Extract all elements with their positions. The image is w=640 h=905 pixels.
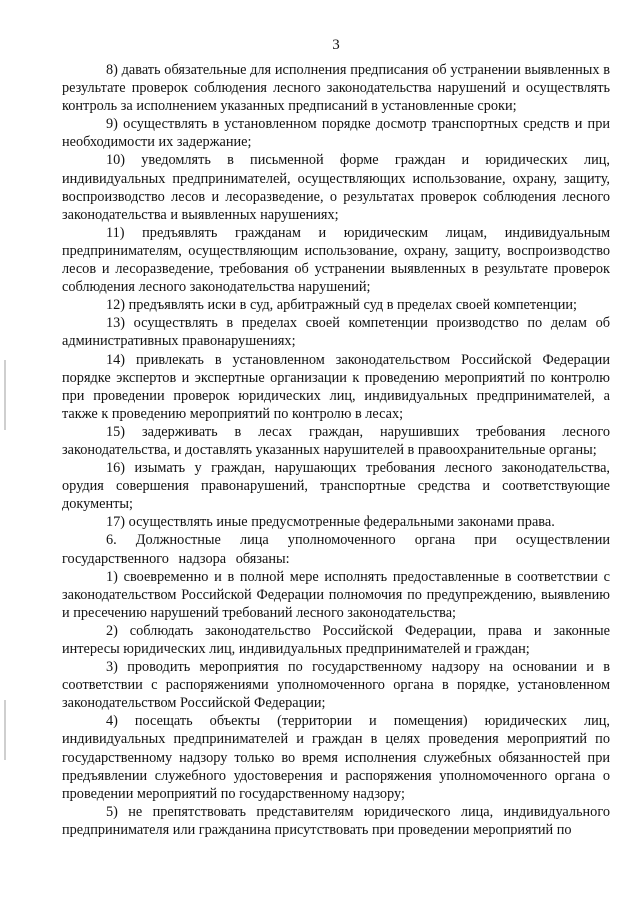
paragraph-item-12: 12) предъявлять иски в суд, арбитражный суд в пределах своей компетенции; [106,297,578,314]
paragraph-item-15: 15) задерживать в лесах граждан, нарушивших требования лесного законодательства, и доставлять указанных нарушителей в правоохранительные органы; [62,423,610,458]
paragraph-item-10: 10) уведомлять в письменной форме граждан и юридических лиц, индивидуальных предпринимателей, осуществляющих использование, охрану, защиту, воспроизводство лесов и лесоразведение, о результатах проверок соблюдения лесного законодательства и выявленных нарушениях; [62,152,610,223]
paragraph-item-11: 11) предъявлять гражданам и юридическим лицам, индивидуальным предпринимателям, осуществляющим использование, охрану, защиту, воспроизводство лесов и лесоразведение, требования об устранении выявленных в результате проверок соблюдения лесного законодательства нарушений; [62,224,610,296]
paragraph-item-8: 8) давать обязательные для исполнения предписания об устранении выявленных в результате проверок соблюдения лесного законодательства нарушений и осуществлять контроль за исполнением указанных предписаний в установленные сроки; [62,62,610,115]
scan-margin-mark [4,360,6,430]
duty-item-1: 1) своевременно и в полной мере исполнять предоставленные в соответствии с законодательством Российской Федерации полномочия по предупреждению, выявлению и пресечению нарушений требований лесного законодательства; [62,568,610,621]
section-6-heading: 6. Должностные лица уполномоченного органа при осуществлении государственного надзора обязаны: [62,532,610,567]
page-number: 3 [332,37,340,53]
paragraph-item-13: 13) осуществлять в пределах своей компетенции производство по делам об административных правонарушениях; [62,315,610,350]
duty-item-3: 3) проводить мероприятия по государственному надзору на основании и в соответствии с распоряжениями уполномоченного органа в порядке, установленном законодательством Российской Федерации; [62,659,610,712]
duty-item-2: 2) соблюдать законодательство Российской Федерации, права и законные интересы юридических лиц, индивидуальных предпринимателей и граждан; [62,622,610,657]
scan-margin-mark [4,700,6,760]
paragraph-item-16: 16) изымать у граждан, нарушающих требования лесного законодательства, орудия совершения правонарушений, транспортные средства и соответствующие документы; [62,460,610,513]
paragraph-item-9: 9) осуществлять в установленном порядке досмотр транспортных средств и при необходимости их задержание; [62,116,610,151]
duty-item-4: 4) посещать объекты (территории и помещения) юридических лиц, индивидуальных предпринимателей и граждан в целях проведения мероприятий по государственному надзору только во время исполнения служебных обязанностей при предъявлении служебного удостоверения и распоряжения уполномоченного органа о проведении мероприятий по государственному надзору; [62,713,610,802]
paragraph-item-14: 14) привлекать в установленном законодательством Российской Федерации порядке экспертов и экспертные организации к проведению мероприятий по контролю при проведении проверок юридических лиц, индивидуальных предпринимателей, а также к проведению мероприятий по контролю в лесах; [62,351,610,422]
paragraph-item-17: 17) осуществлять иные предусмотренные федеральными законами права. [106,514,555,531]
duty-item-5: 5) не препятствовать представителям юридического лица, индивидуального предпринимателя или гражданина присутствовать при проведении мероприятий по [62,803,610,838]
